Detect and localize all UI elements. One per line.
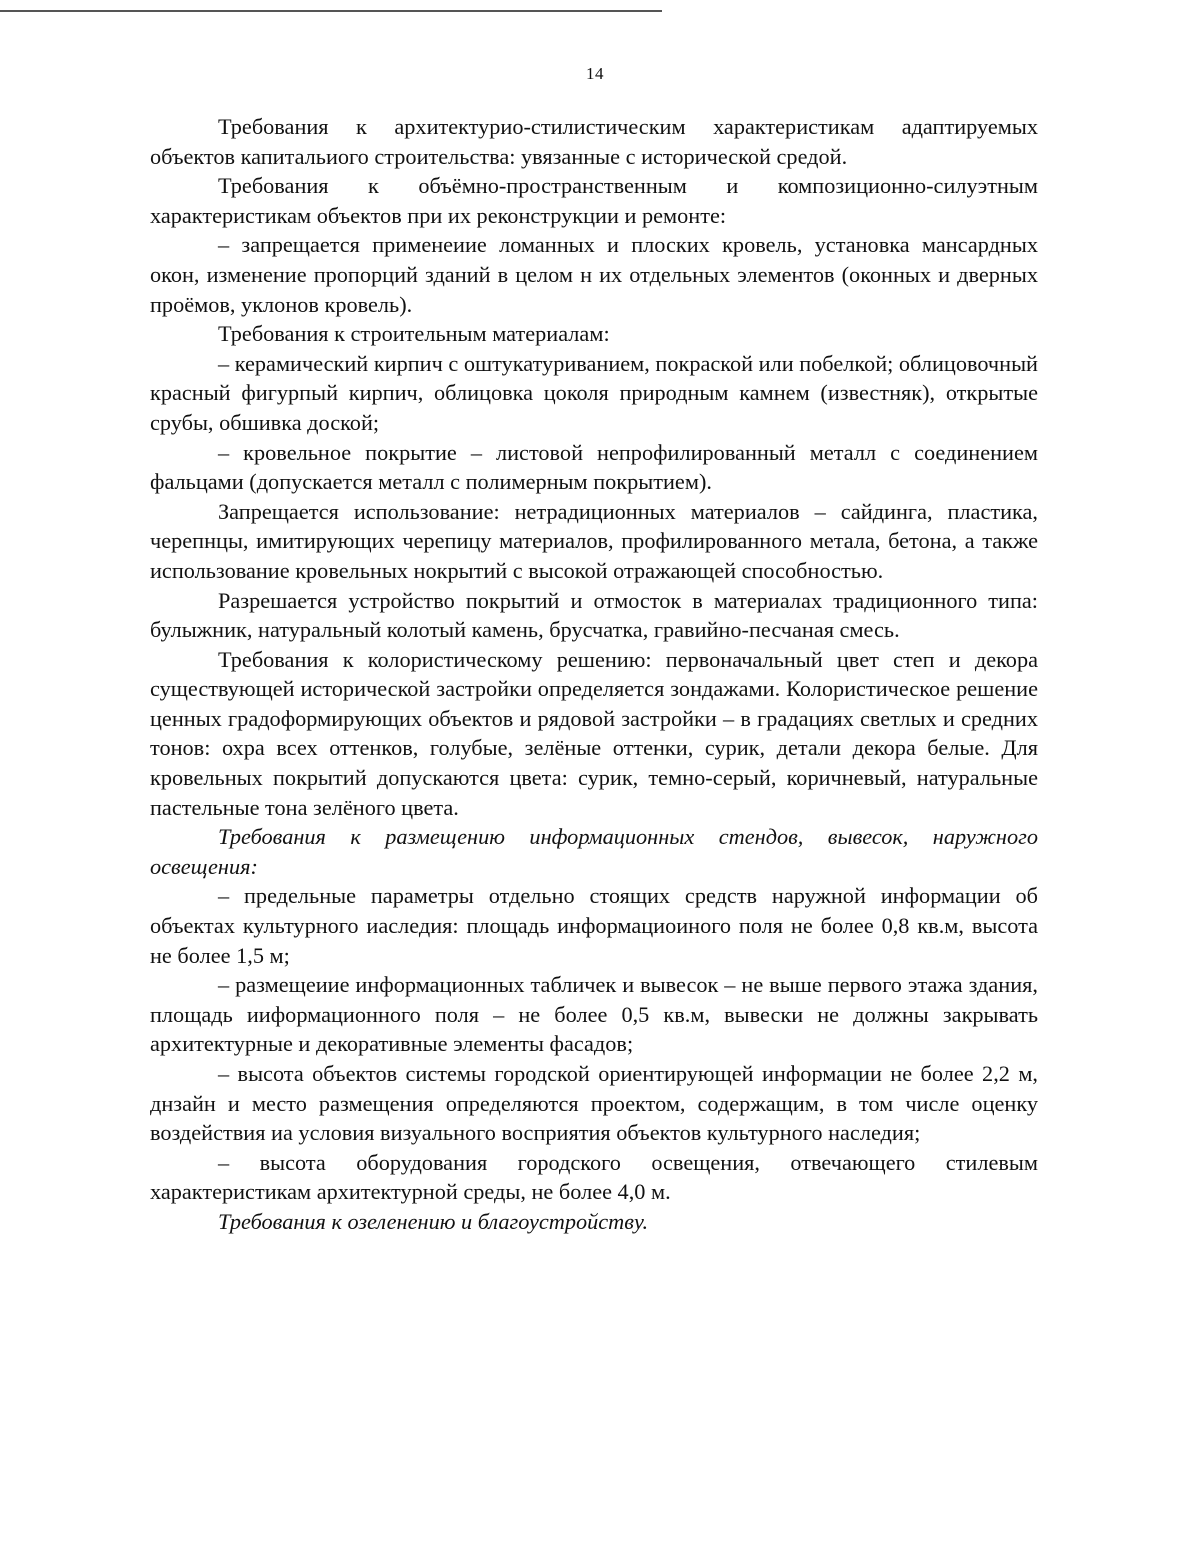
scan-edge-line [0, 10, 662, 12]
paragraph-brick-materials: – керамический кирпич с оштукатуриванием, покраской или побелкой; облицовочный красный фигурпый кирпич, облицовка цоколя природным камнем (известняк), открытые срубы, обшивка доской; [150, 350, 1038, 435]
paragraph-landscaping-heading: Требования к озеленению и благоустройству. [218, 1208, 649, 1234]
paragraph-color-requirements: Требования к колористическому решению: первоначальный цвет степ и декора существующей исторической застройки определяется зондажами. Колористическое решение ценных градоформирующих объектов и рядовой застройки – в градациях светлых и средних тонов: охра всех оттенков, голубые, зелёные оттенки, сурик, детали декора белые. Для кровельных покрытий допускаются цвета: сурик, темно-серый, коричневый, натуральные пастельные тона зелёного цвета. [150, 646, 1038, 820]
paragraph-freestanding-signs: – предельные параметры отдельно стоящих средств наружной информации об объектах культурного иаследия: площадь информациоиного поля не более 0,8 кв.м, высота не более 1,5 м; [150, 883, 1038, 968]
paragraph-roof-covering: – кровельное покрытие – листовой непрофилированный металл с соединением фальцами (допускается металл с полимерным покрытием). [150, 439, 1038, 495]
paragraph-plaques-signs: – размещеиие информационных табличек и вывесок – не выше первого этажа здания, площадь ииформационного поля – не более 0,5 кв.м, вывески не должны закрывать архитектурные и декоративные элементы фасадов; [150, 972, 1038, 1057]
page-number: 14 [586, 64, 604, 83]
paragraph-lighting-height: – высота оборудования городского освещения, отвечающего стилевым характеристикам архитектурной среды, не более 4,0 м. [150, 1149, 1038, 1205]
paragraph-signage-heading: Требования к размещению информационных стендов, вывесок, наружного освещения: [150, 824, 1038, 879]
document-body [150, 112, 1038, 1237]
paragraph-paving-allowed: Разрешается устройство покрытий и отмосток в материалах традиционного типа: булыжник, натуральный колотый камень, брусчатка, гравийно-песчаная смесь. [150, 587, 1038, 643]
paragraph-architectural-requirements: Требования к архитектурио-стилистическим характеристикам адаптируемых объектов капитальиого строительства: увязанные с исторической средой. [150, 114, 1038, 169]
paragraph-volume-requirements: Требования к объёмно-пространственным и композиционно-силуэтным характеристикам объектов при их реконструкции и ремонте: [150, 173, 1038, 228]
paragraph-materials-prohibition: Запрещается использование: нетрадиционных материалов – сайдинга, пластика, черепнцы, имитирующих черепицу материалов, профилированного метала, бетона, а также использование кровельных нокрытий с высокой отражающей способностью. [150, 498, 1038, 583]
paragraph-materials-heading: Требования к строительным материалам: [218, 321, 610, 347]
paragraph-roof-prohibition: – запрещается применеиие ломанных и плоских кровель, установка мансардных окон, изменение пропорций зданий в целом н их отдельных элементов (оконных и дверных проёмов, уклонов кровель). [150, 232, 1038, 317]
paragraph-orientation-info: – высота объектов системы городской ориентирующей информации не более 2,2 м, днзайн и место размещения определяются проектом, содержащим, в том числе оценку воздействия иа условия визуального восприятия объектов культурного наследия; [150, 1061, 1038, 1146]
